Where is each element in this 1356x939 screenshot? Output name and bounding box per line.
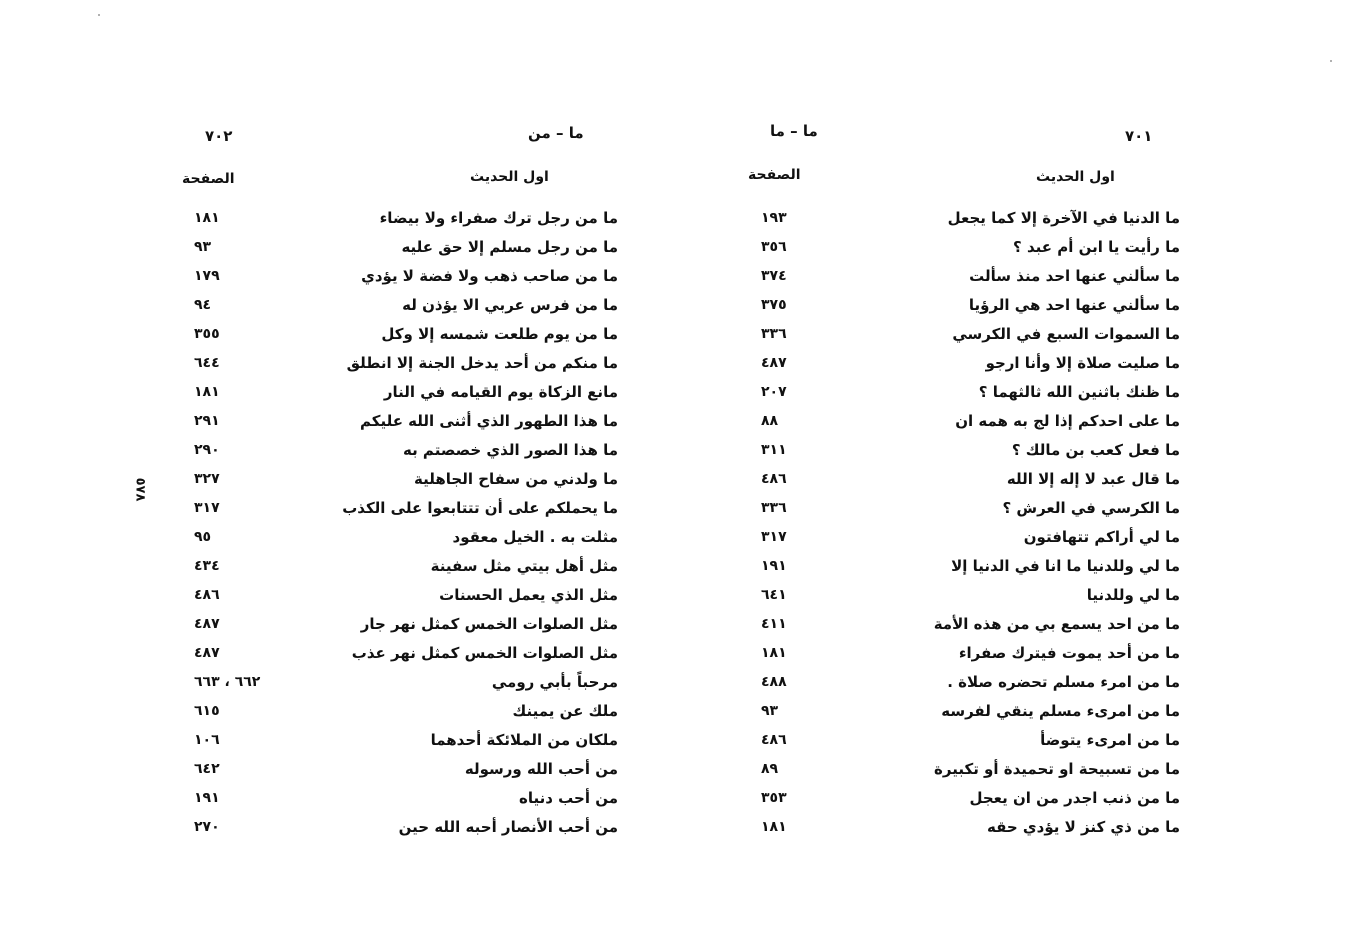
hadith-incipit: ما من أحد يموت فيترك صفراء [958, 644, 1180, 662]
list-item [755, 494, 1180, 523]
hadith-incipit: ما من صاحب ذهب ولا فضة لا يؤدي [361, 267, 618, 285]
right-page-column-header: الصفحة [748, 167, 801, 183]
page-reference: ٦٤٤ [194, 355, 220, 371]
hadith-incipit: مثل الصلوات الخمس كمثل نهر جار [360, 615, 618, 633]
list-item [755, 523, 1180, 552]
hadith-incipit: ما من تسبيحة او تحميدة أو تكبيرة [934, 760, 1180, 778]
page-reference: ٩٣ [761, 703, 779, 719]
list-item [755, 436, 1180, 465]
list-item [755, 726, 1180, 755]
page-reference: ٣٧٥ [761, 297, 787, 313]
list-item [755, 697, 1180, 726]
hadith-incipit: ما على احدكم إذا لج به همه ان [955, 412, 1180, 430]
list-item [180, 204, 618, 233]
hadith-incipit: ما من ذي كنز لا يؤدي حقه [986, 818, 1180, 836]
left-entries [180, 204, 618, 842]
right-text-column-header: اول الحديث [1036, 169, 1115, 185]
page-reference: ٦١٥ [194, 703, 220, 719]
list-item [180, 755, 618, 784]
hadith-incipit: ما من رجل مسلم إلا حق عليه [401, 238, 618, 256]
page-reference: ٣١١ [761, 442, 787, 458]
page-reference: ٣١٧ [761, 529, 787, 545]
page-reference: ٤٨٨ [761, 674, 787, 690]
page-reference: ٣١٧ [194, 500, 220, 516]
list-item [755, 668, 1180, 697]
page-reference: ٤٨٧ [761, 355, 787, 371]
hadith-incipit: ما السموات السبع في الكرسي [952, 325, 1180, 343]
list-item [180, 813, 618, 842]
list-item [180, 262, 618, 291]
page-reference: ٦٦٢ ، ٦٦٣ [194, 674, 261, 690]
hadith-incipit: ما يحملكم على أن تتتابعوا على الكذب [342, 499, 618, 517]
page-reference: ٩٥ [194, 529, 212, 545]
hadith-incipit: مثل الذي يعمل الحسنات [439, 586, 618, 604]
list-item [755, 407, 1180, 436]
hadith-incipit: ما لي وللدنيا [1086, 586, 1180, 604]
hadith-incipit: ملكان من الملائكة أحدهما [430, 731, 618, 749]
page-reference: ١٠٦ [194, 732, 220, 748]
page-reference: ٤٨٧ [194, 616, 220, 632]
hadith-incipit: ما من امرىء يتوضأ [1040, 731, 1180, 749]
page-reference: ٤١١ [761, 616, 787, 632]
hadith-incipit: مثل الصلوات الخمس كمثل نهر عذب [351, 644, 618, 662]
list-item [180, 407, 618, 436]
list-item [180, 291, 618, 320]
list-item [180, 436, 618, 465]
hadith-incipit: ما سألني عنها احد منذ سألت [969, 267, 1180, 285]
page-reference: ٦٤٢ [194, 761, 220, 777]
hadith-incipit: ما هذا الطهور الذي أثنى الله عليكم [359, 412, 618, 430]
page-reference: ٤٨٧ [194, 645, 220, 661]
hadith-incipit: ما من ذنب اجدر من ان يعجل [969, 789, 1180, 807]
hadith-incipit: مرحباً بأبي رومي [491, 673, 618, 691]
list-item [180, 233, 618, 262]
page-reference: ٨٩ [761, 761, 779, 777]
left-running-head: ما – من [528, 124, 584, 142]
page-reference: ٣٣٦ [761, 326, 787, 342]
hadith-incipit: ما ولدني من سفاح الجاهلية [414, 470, 618, 488]
list-item [755, 581, 1180, 610]
list-item [755, 784, 1180, 813]
page-reference: ١٨١ [194, 384, 220, 400]
page-reference: ٢٩٠ [194, 442, 220, 458]
list-item [180, 465, 618, 494]
page-reference: ٣٥٣ [761, 790, 787, 806]
list-item [755, 233, 1180, 262]
page-reference: ٤٨٦ [761, 471, 787, 487]
page-reference: ٩٤ [194, 297, 212, 313]
right-page-number: ٧٠١ [1125, 127, 1153, 145]
page-reference: ٣٢٧ [194, 471, 220, 487]
list-item [180, 349, 618, 378]
left-page-number: ٧٠٢ [205, 127, 233, 145]
list-item [180, 784, 618, 813]
hadith-incipit: مانع الزكاة يوم القيامه في النار [383, 383, 618, 401]
hadith-incipit: ما منكم من أحد يدخل الجنة إلا انطلق [346, 354, 618, 372]
hadith-incipit: ما هذا الصور الذي خصصتم به [402, 441, 618, 459]
page-reference: ٢٩١ [194, 413, 220, 429]
list-item [180, 610, 618, 639]
left-text-column-header: اول الحديث [470, 169, 549, 185]
list-item [755, 204, 1180, 233]
left-page-column-header: الصفحة [182, 171, 235, 187]
hadith-incipit: من أحب الله ورسوله [464, 760, 618, 778]
page-reference: ١٨١ [761, 819, 787, 835]
page-reference: ١٩١ [761, 558, 787, 574]
hadith-incipit: ما الدنيا في الآخرة إلا كما يجعل [947, 209, 1180, 227]
page-reference: ٦٤١ [761, 587, 787, 603]
hadith-incipit: ما من امرء مسلم تحضره صلاة . [947, 673, 1180, 691]
list-item [180, 668, 618, 697]
hadith-incipit: ما قال عبد لا إله إلا الله [1006, 470, 1180, 488]
page-reference: ٢٠٧ [761, 384, 787, 400]
hadith-incipit: من أحب الأنصار أحبه الله حين [398, 818, 618, 836]
hadith-incipit: ما صليت صلاة إلا وأنا ارجو [985, 354, 1180, 372]
margin-page-number: ٥٧٨ [132, 477, 148, 502]
page-reference: ٣٣٦ [761, 500, 787, 516]
hadith-incipit: ما من يوم طلعت شمسه إلا وكل [381, 325, 618, 343]
list-item [755, 755, 1180, 784]
list-item [180, 581, 618, 610]
page-reference: ٣٥٥ [194, 326, 220, 342]
list-item [180, 552, 618, 581]
hadith-incipit: مثلت به . الخيل معقود [452, 528, 618, 546]
scan-speck [98, 14, 100, 16]
page-reference: ٣٧٤ [761, 268, 787, 284]
list-item [755, 639, 1180, 668]
list-item [180, 378, 618, 407]
page-reference: ٤٨٦ [761, 732, 787, 748]
hadith-incipit: ما من احد يسمع بي من هذه الأمة [933, 615, 1180, 633]
hadith-incipit: ما ظنك باثنين الله ثالثهما ؟ [978, 383, 1180, 401]
hadith-incipit: ما فعل كعب بن مالك ؟ [1011, 441, 1180, 459]
page-reference: ٤٣٤ [194, 558, 220, 574]
hadith-incipit: ما لي وللدنيا ما انا في الدنيا إلا [951, 557, 1180, 575]
page-reference: ١٩١ [194, 790, 220, 806]
hadith-incipit: ما من فرس عربي الا يؤذن له [402, 296, 618, 314]
list-item [755, 291, 1180, 320]
scan-speck [1330, 60, 1332, 62]
list-item [755, 378, 1180, 407]
list-item [755, 552, 1180, 581]
page-reference: ٢٧٠ [194, 819, 220, 835]
page-reference: ٨٨ [761, 413, 779, 429]
list-item [755, 320, 1180, 349]
page-reference: ٩٣ [194, 239, 212, 255]
page-reference: ١٨١ [761, 645, 787, 661]
list-item [755, 465, 1180, 494]
list-item [180, 320, 618, 349]
hadith-incipit: ما سألني عنها احد هي الرؤيا [968, 296, 1180, 314]
list-item [755, 262, 1180, 291]
right-entries [755, 204, 1180, 842]
hadith-incipit: من أحب دنياه [518, 789, 618, 807]
list-item [180, 494, 618, 523]
page-reference: ١٧٩ [194, 268, 220, 284]
hadith-incipit: ما من رجل ترك صفراء ولا بيضاء [379, 209, 618, 227]
list-item [755, 349, 1180, 378]
right-running-head: ما – ما [770, 122, 818, 140]
list-item [755, 813, 1180, 842]
hadith-incipit: ملك عن يمينك [512, 702, 618, 720]
hadith-incipit: ما الكرسي في العرش ؟ [1002, 499, 1180, 517]
page-reference: ٣٥٦ [761, 239, 787, 255]
hadith-incipit: ما رأيت يا ابن أم عبد ؟ [1013, 238, 1180, 256]
list-item [180, 523, 618, 552]
list-item [755, 610, 1180, 639]
hadith-incipit: ما من امرىء مسلم ينقي لفرسه [941, 702, 1180, 720]
page-reference: ١٩٣ [761, 210, 787, 226]
hadith-incipit: مثل أهل بيتي مثل سفينة [430, 557, 618, 575]
list-item [180, 726, 618, 755]
page-reference: ٤٨٦ [194, 587, 220, 603]
hadith-incipit: ما لي أراكم تتهافتون [1023, 528, 1180, 546]
list-item [180, 639, 618, 668]
list-item [180, 697, 618, 726]
page-reference: ١٨١ [194, 210, 220, 226]
